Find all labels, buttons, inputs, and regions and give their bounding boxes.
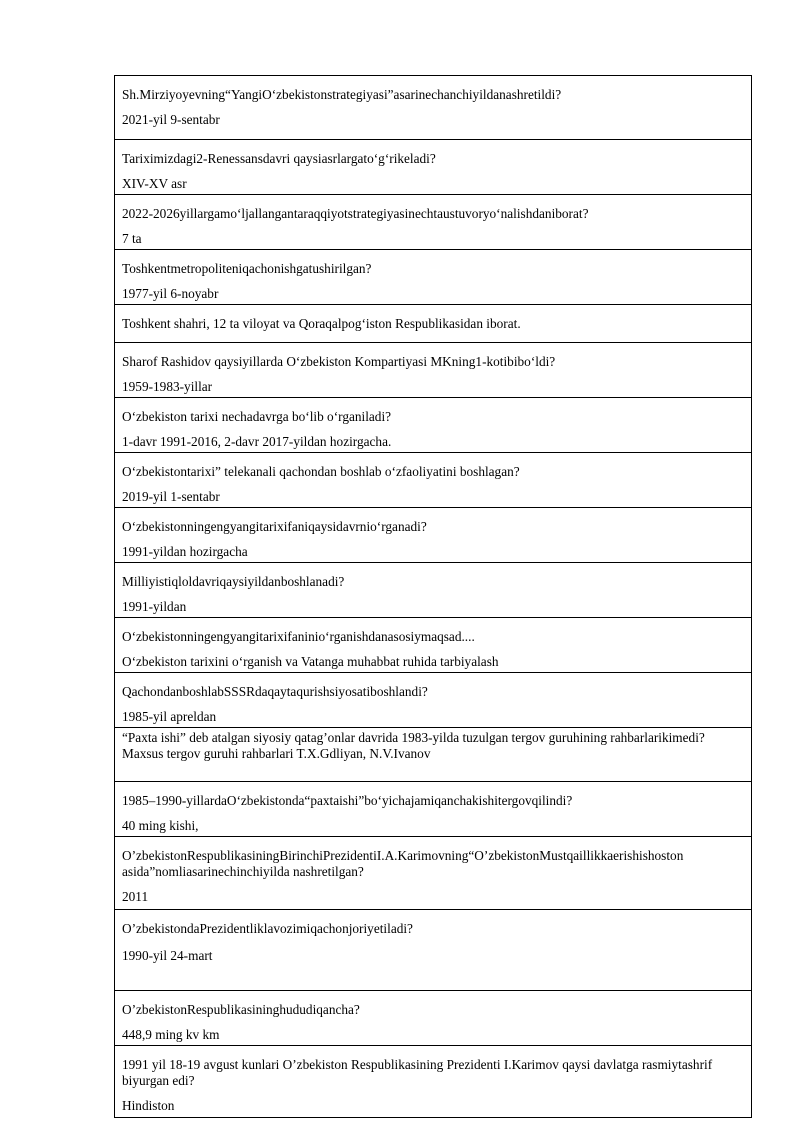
table-row xyxy=(115,305,752,343)
question-text: 1985–1990-yillardaO‘zbekistonda“paxtaishi”bo‘yichajamiqanchakishitergovqilindi? xyxy=(122,793,573,808)
question-text: Milliyistiqloldavriqaysiyildanboshlanadi? xyxy=(122,574,345,589)
question-text: 2022-2026yillargamo‘ljallangantaraqqiyotstrategiyasinechtaustuvoryo‘nalishdaniborat? xyxy=(122,206,589,221)
table-cell xyxy=(115,618,752,673)
question-text: “Paxta ishi” deb atalgan siyosiy qatag’onlar davrida 1983-yilda tuzulgan tergov guruhining rahbarlarikimedi? xyxy=(122,730,705,745)
table-row xyxy=(115,195,752,250)
table-row xyxy=(115,728,752,782)
table-cell xyxy=(115,453,752,508)
question-text: O’zbekistonRespublikasiningBirinchiPrezidentiI.A.Karimovning“O’zbekistonMustqaillikkaerishishoston asida”nomliasarinechinchiyilda nashretilgan? xyxy=(122,848,684,879)
table-row xyxy=(115,991,752,1046)
table-cell xyxy=(115,140,752,195)
table-row xyxy=(115,76,752,140)
table-cell xyxy=(115,508,752,563)
table-cell xyxy=(115,343,752,398)
question-text: Sh.Mirziyoyevning“YangiO‘zbekistonstrategiyasi”asarinechanchiyildanashretildi? xyxy=(122,87,562,102)
table-cell xyxy=(115,563,752,618)
question-text: 1991 yil 18-19 avgust kunlari O’zbekiston Respublikasining Prezidenti I.Karimov qaysi davlatga rasmiytashrif biyurgan edi? xyxy=(122,1057,713,1088)
table-row xyxy=(115,782,752,837)
table-cell xyxy=(115,305,752,343)
answer-text: 1959-1983-yillar xyxy=(122,378,213,394)
question-text: Tariximizdagi2-Renessansdavri qaysiasrlargato‘g‘rikeladi? xyxy=(122,151,436,166)
answer-text: XIV-XV asr xyxy=(122,175,187,191)
table-row xyxy=(115,508,752,563)
question-text: Sharof Rashidov qaysiyillarda O‘zbekiston Kompartiyasi MKning1-kotibibo‘ldi? xyxy=(122,354,556,369)
question-text: O‘zbekiston tarixi nechadavrga bo‘lib o‘rganiladi? xyxy=(122,409,392,424)
table-cell xyxy=(115,837,752,910)
table-cell xyxy=(115,991,752,1046)
table-cell xyxy=(115,782,752,837)
answer-text: O‘zbekiston tarixini o‘rganish va Vatanga muhabbat ruhida tarbiyalash xyxy=(122,653,499,669)
table-row xyxy=(115,837,752,910)
answer-text: 1990-yil 24-mart xyxy=(122,947,213,963)
table-row xyxy=(115,398,752,453)
question-text: O‘zbekistonningengyangitarixifaninio‘rganishdanasosiymaqsad.... xyxy=(122,629,475,644)
table-cell xyxy=(115,195,752,250)
table-row xyxy=(115,453,752,508)
question-text: O‘zbekistonningengyangitarixifaniqaysidavrnio‘rganadi? xyxy=(122,519,427,534)
answer-text: 40 ming kishi, xyxy=(122,817,199,833)
question-text: O’zbekistonRespublikasininghududiqancha? xyxy=(122,1002,360,1017)
table-cell xyxy=(115,673,752,728)
answer-text: 1985-yil apreldan xyxy=(122,708,217,724)
table-row xyxy=(115,910,752,991)
answer-text: 7 ta xyxy=(122,230,142,246)
table-row xyxy=(115,1046,752,1118)
question-text: Toshkentmetropoliteniqachonishgatushirilgan? xyxy=(122,261,372,276)
qa-table xyxy=(114,75,752,1118)
question-text: O‘zbekistontarixi” telekanali qachondan boshlab o‘zfaoliyatini boshlagan? xyxy=(122,464,520,479)
table-row xyxy=(115,140,752,195)
table-row xyxy=(115,250,752,305)
table-cell xyxy=(115,398,752,453)
table-row xyxy=(115,563,752,618)
table-cell xyxy=(115,910,752,991)
table-cell xyxy=(115,76,752,140)
answer-text: 2011 xyxy=(122,889,149,904)
table-row xyxy=(115,618,752,673)
answer-text: 2019-yil 1-sentabr xyxy=(122,488,220,504)
answer-text: Maxsus tergov guruhi rahbarlari T.X.Gdliyan, N.V.Ivanov xyxy=(122,745,431,761)
answer-text: 1977-yil 6-noyabr xyxy=(122,285,219,301)
question-text: O’zbekistondaPrezidentliklavozimiqachonjoriyetiladi? xyxy=(122,921,413,936)
answer-text: 448,9 ming kv km xyxy=(122,1026,220,1042)
answer-text: 2021-yil 9-sentabr xyxy=(122,111,220,127)
answer-text: Hindiston xyxy=(122,1098,175,1113)
table-row xyxy=(115,343,752,398)
question-text: QachondanboshlabSSSRdaqaytaqurishsiyosatiboshlandi? xyxy=(122,684,428,699)
table-cell xyxy=(115,250,752,305)
answer-text: 1991-yildan hozirgacha xyxy=(122,543,248,559)
answer-text: 1-davr 1991-2016, 2-davr 2017-yildan hozirgacha. xyxy=(122,433,392,449)
table-cell xyxy=(115,728,752,782)
table-cell xyxy=(115,1046,752,1118)
table-row xyxy=(115,673,752,728)
answer-text: 1991-yildan xyxy=(122,598,187,614)
question-text: Toshkent shahri, 12 ta viloyat va Qoraqalpog‘iston Respublikasidan iborat. xyxy=(122,316,521,331)
